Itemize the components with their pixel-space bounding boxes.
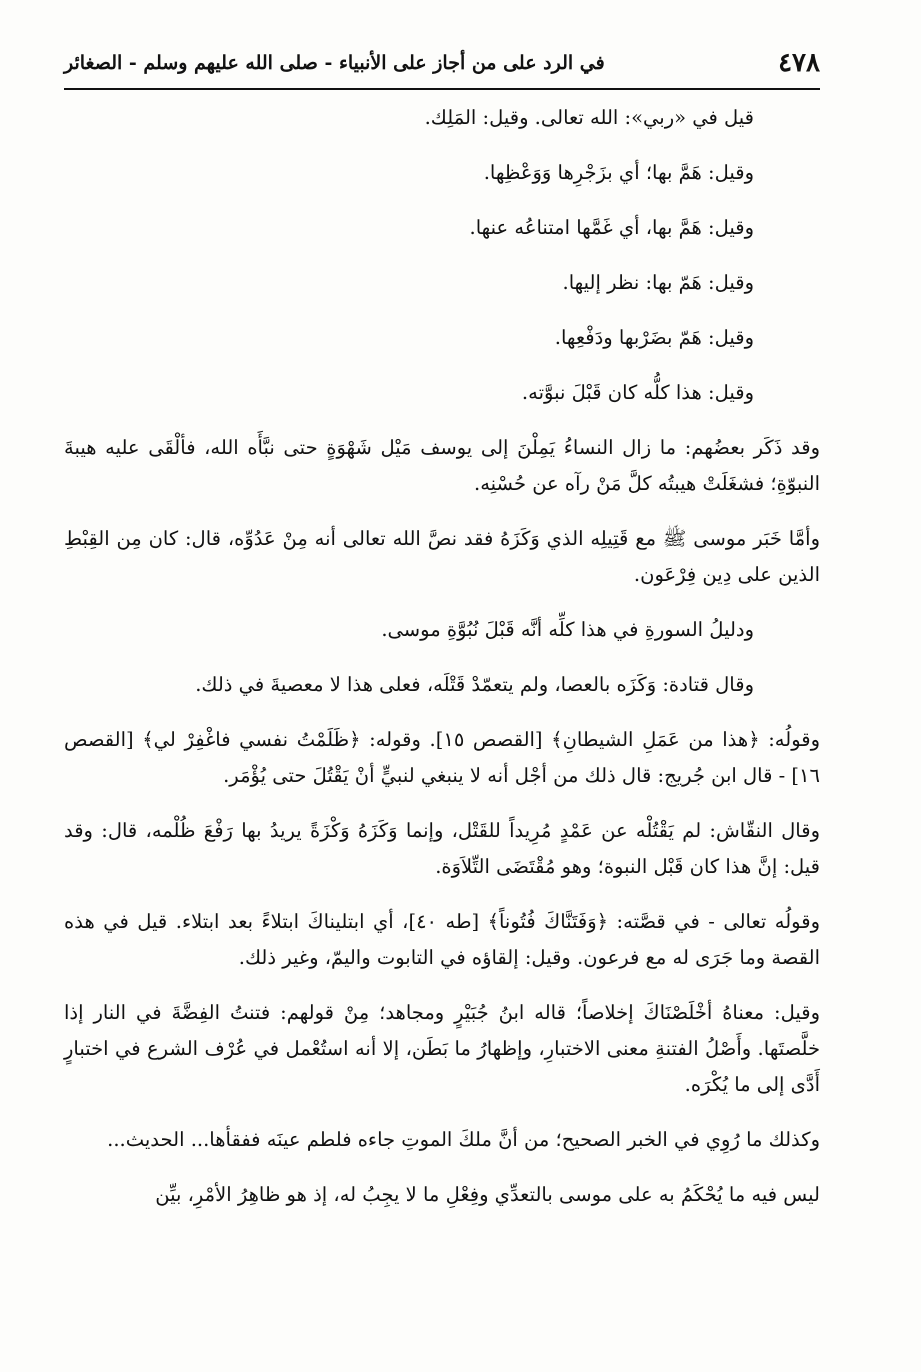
paragraph: وقيل: هَمّ بها: نظر إليها. xyxy=(562,271,754,294)
paragraph: وقيل: هَمَّ بها، أي غَمَّها امتناعُه عنها. xyxy=(469,216,754,239)
paragraph: وقال قتادة: وَكَزَه بالعصا، ولم يتعمّدْ قَتْلَه، فعلى هذا لا معصيةَ في ذلك. xyxy=(195,673,754,696)
paragraph: ودليلُ السورةِ في هذا كلِّه أنَّه قَبْلَ نُبُوَّةِ موسى. xyxy=(381,618,754,641)
paragraph: قيل في «ربي»: الله تعالى. وقيل: المَلِك. xyxy=(424,106,754,129)
paragraph: وقيل: معناهُ أخْلَصْنَاكَ إخلاصاً؛ قاله ابنُ جُبَيْرٍ ومجاهد؛ مِنْ قولهم: فتنتُ الفِضَّةَ في النار إذا خلَّصتَها. وأَصْلُ الفتنةِ معنى الاختبارِ، وإظهارُ ما بَطَن، إلا أنه استُعْمل في عُرْف الشرع في اختبارٍ أَدَّى إلى ما يُكْرَه. xyxy=(64,1001,820,1096)
paragraph: وكذلك ما رُوِي في الخبر الصحيح؛ من أنَّ ملكَ الموتِ جاءه فلطم عينَه ففقأها... الحديث... xyxy=(107,1128,820,1151)
paragraph: وقد ذَكَر بعضُهم: ما زال النساءُ يَمِلْنَ إلى يوسف مَيْل شَهْوَةٍ حتى نبَّأَه الله، فألْقَى عليه هيبةَ النبوّةِ؛ فشغَلَتْ هيبتُه كلَّ مَنْ رآه عن حُسْنِه. xyxy=(64,436,820,495)
body-text xyxy=(64,100,820,1232)
paragraph: ليس فيه ما يُحْكَمُ به على موسى بالتعدِّي وفِعْلِ ما لا يجِبُ له، إذ هو ظاهِرُ الأمْرِ، بيِّن xyxy=(155,1183,820,1206)
running-title: في الرد على من أجاز على الأنبياء - صلى الله عليهم وسلم - الصغائر xyxy=(64,52,605,74)
paragraph: وقيل: هذا كلُّه كان قَبْلَ نبوَّته. xyxy=(521,381,754,404)
paragraph: وأمَّا خَبَر موسى ﷺ مع قَتِيلِه الذي وَكَزَهُ فقد نصَّ الله تعالى أنه مِنْ عَدُوِّه، قال: كان مِن القِبْطِ الذين على دِين فِرْعَون. xyxy=(64,527,820,586)
paragraph: وقولُه تعالى - في قصَّته: ﴿وَفَتَنَّاكَ فُتُوناً﴾ [طه ٤٠]، أي ابتليناكَ ابتلاءً بعد ابتلاء. قيل في هذه القصة وما جَرَى له مع فرعون. وقيل: إلقاؤه في التابوت واليمّ، وغير ذلك. xyxy=(64,910,820,969)
page-header xyxy=(64,40,820,90)
paragraph: وقال النقّاش: لم يَقْتُلْه عن عَمْدٍ مُرِيداً للقَتْل، وإنما وَكَزَهُ وَكْزَةً يريدُ بها رَفْعَ ظُلْمه، قال: وقد قيل: إنَّ هذا كان قَبْل النبوة؛ وهو مُقْتَضَى التِّلاَوَة. xyxy=(64,819,820,878)
paragraph: وقولُه: ﴿هذا من عَمَلِ الشيطانِ﴾ [القصص ١٥]. وقوله: ﴿ظَلَمْتُ نفسي فاغْفِرْ لي﴾ [القصص ١٦] - قال ابن جُريج: قال ذلك من أجْل أنه لا ينبغي لنبيٍّ أنْ يَقْتُلَ حتى يُؤْمَر. xyxy=(64,728,821,787)
paragraph: وقيل: هَمّ بضَرْبها ودَفْعِها. xyxy=(554,326,754,349)
paragraph: وقيل: هَمَّ بها؛ أي بزَجْرِها وَوَعْظِها. xyxy=(483,161,754,184)
page-number: ٤٧٨ xyxy=(778,48,820,78)
